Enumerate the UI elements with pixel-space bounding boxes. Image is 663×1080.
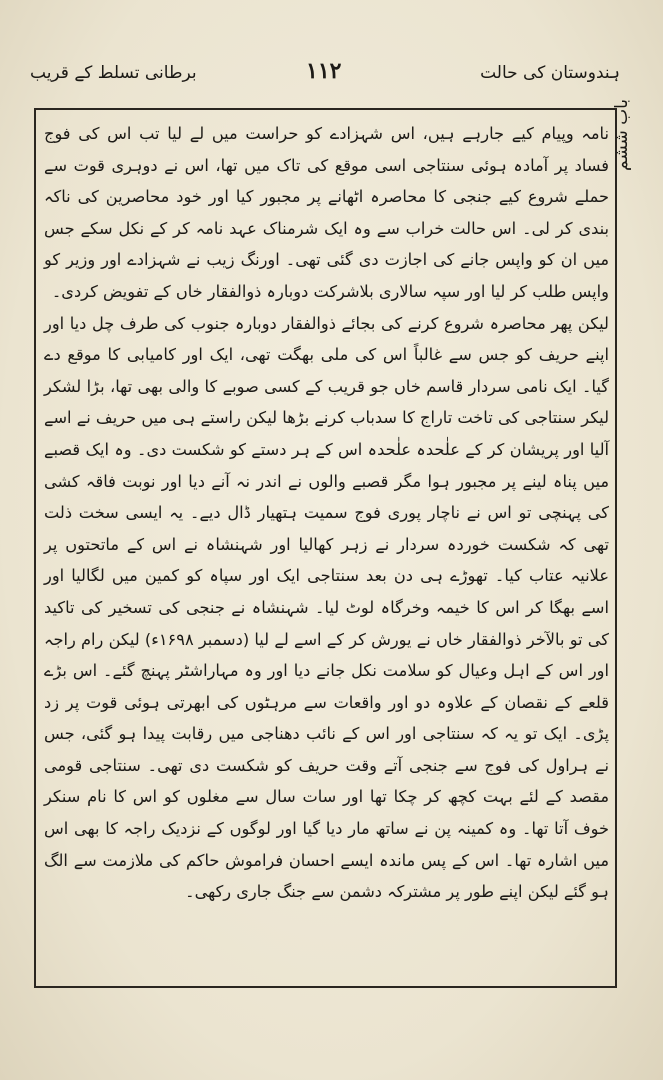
- chapter-label: باب ششم: [612, 98, 632, 172]
- page-number: ١١٢: [306, 58, 342, 84]
- header-section-title: برطانی تسلط کے قریب: [30, 63, 197, 83]
- paragraph-2: لیکن پھر محاصرہ شروع کرنے کی بجائے ذوالفقار دوبارہ جنوب کی طرف چل دیا اور اپنے حریف کو جس سے غالباً اس کی ملی بھگت تھی، ایک اور کامیابی کا موقع دے گیا۔ ایک نامی سردار قاسم خاں جو قریب کے کسی صوبے کا والی بھی تھا، بڑا لشکر لیکر سنتاجی کی تاخت تاراج کا سدباب کرنے بڑھا لیکن راستے ہی میں حریف نے اسے آلیا اور پریشان کر کے علٰحدہ علٰحدہ اس کے ہر دستے کو شکست دی۔ وہ ایک قصبے میں پناہ لینے پر مجبور ہوا مگر قصبے والوں نے اندر نہ آنے دیا اور نوبت فاقہ کشی کی پہنچی تو اس نے ناچار پوری فوج سمیت ہتھیار ڈال دیے۔ یہ ایسی سخت ذلت تھی کہ شکست خوردہ سردار نے زہر کھالیا اور شہنشاہ نے اس کے ماتحتوں پر علانیہ عتاب کیا۔ تھوڑے ہی دن بعد سنتاجی ایک اور سپاہ کو کمین میں لگالیا اور اسے بھگا کر اس کا خیمہ وخرگاہ لوٹ لیا۔ شہنشاہ نے جنجی کی تسخیر کی تاکید کی تو بالآخر ذوالفقار خاں نے یورش کر کے اسے لے لیا (دسمبر ۱۶۹۸ء) لیکن رام راجہ اور اس کے اہل وعیال کو سلامت نکل جانے دیا اور وہ مہاراشٹر پہنچ گئے۔ اس بڑے قلعے کے نقصان کے علاوہ دو اور واقعات سے مرہٹوں کی ابھرتی ہوئی قوت پر زد پڑی۔ ایک تو یہ کہ سنتاجی اور اس کے نائب دھناجی میں رقابت پیدا ہو گئی، جس نے ہراول کی فوج سے جنجی آتے وقت حریف کو شکست دی تھی۔ سنتاجی قومی مقصد کے لئے بہت کچھ کر چکا تھا اور سات سال سے مغلوں کو اس کا نام سنکر خوف آتا تھا۔ وہ کمینہ پن نے ساتھ مار دیا گیا اور لوگوں کے نزدیک راجہ کا بھی اس میں اشارہ تھا۔ اس کے پس ماندہ ایسے احسان فراموش حاکم کی ملازمت سے الگ ہو گئے لیکن اپنے طور پر مشترکہ دشمن سے جنگ جاری رکھی۔: [44, 313, 609, 902]
- running-header: [30, 58, 620, 94]
- paragraph-1: نامہ وپیام کیے جارہے ہیں، اس شہزادے کو حراست میں لے لیا تب اس کی فوج فساد پر آمادہ ہوئی سنتاجی اسی موقع کی تاک میں تھا، اس نے دوہری قوت سے حملے شروع کیے جنجی کا محاصرہ اٹھانے پر مجبور کیا اور خود محاصرین کی ناکہ بندی کر لی۔ اس حالت خراب سے وہ ایک شرمناک عہد نامہ کر کے نکل سکے جس میں ان کو واپس جانے کی اجازت دی گئی تھی۔ اورنگ زیب نے شہزادے اور وزیر کو واپس طلب کر لیا اور سپہ سالاری بلاشرکت دوبارہ ذوالفقار خاں کے تفویض کردی۔: [44, 124, 609, 301]
- header-chapter-title: ہندوستان کی حالت: [480, 63, 620, 83]
- body-text: [44, 118, 609, 978]
